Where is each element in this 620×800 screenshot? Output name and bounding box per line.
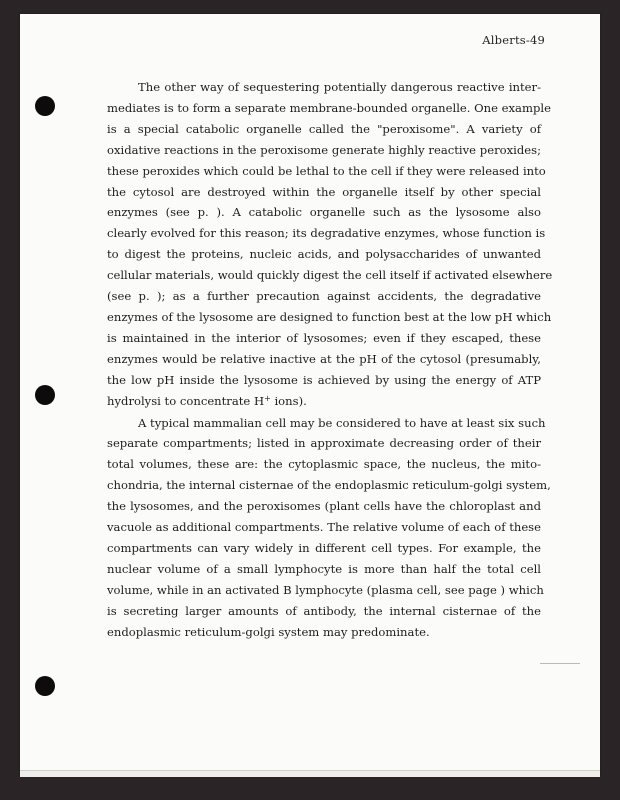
text-fragment: hydrolysi to concentrate H [107, 393, 265, 408]
text-line: the low pH inside the lysosome is achieved by using the energy of ATP [107, 372, 541, 387]
text-line-last [107, 391, 541, 412]
text-line: separate compartments; listed in approximate decreasing order of their [107, 436, 541, 451]
paper-bottom-edge [20, 770, 600, 777]
text-line: The other way of sequestering potentially dangerous reactive inter- [138, 80, 541, 94]
text-line: is a special catabolic organelle called the "peroxisome". A variety of [107, 121, 541, 136]
text-line: nuclear volume of a small lymphocyte is more than half the total cell [107, 561, 541, 576]
text-line: is secreting larger amounts of antibody, the internal cisternae of the [107, 603, 541, 618]
superscript-plus: + [264, 393, 271, 403]
margin-pencil-mark [540, 663, 580, 664]
text-line: oxidative reactions in the peroxisome generate highly reactive peroxides; [107, 142, 541, 157]
text-line: the cytosol are destroyed within the organelle itself by other special [107, 184, 541, 199]
text-fragment: ions). [270, 393, 307, 408]
text-line: these peroxides which could be lethal to the cell if they were released into [107, 163, 546, 178]
text-line: cellular materials, would quickly digest the cell itself if activated elsewhere [107, 268, 553, 283]
text-line: total volumes, these are: the cytoplasmic space, the nucleus, the mito- [107, 457, 541, 472]
text-line: volume, while in an activated B lymphocyte (plasma cell, see page ) which [107, 582, 544, 597]
paragraph-1 [107, 77, 553, 412]
punch-hole-icon [35, 96, 55, 116]
punch-hole-icon [35, 676, 55, 696]
text-line: enzymes of the lysosome are designed to function best at the low pH which [107, 309, 552, 324]
text-line: is maintained in the interior of lysosomes; even if they escaped, these [107, 330, 541, 345]
text-line: (see p. ); as a further precaution against accidents, the degradative [107, 289, 541, 304]
text-line: endoplasmic reticulum-golgi system may predominate. [107, 624, 430, 639]
text-line: vacuole as additional compartments. The relative volume of each of these [107, 520, 541, 535]
text-line: clearly evolved for this reason; its degradative enzymes, whose function is [107, 226, 546, 241]
text-line: the lysosomes, and the peroxisomes (plant cells have the chloroplast and [107, 499, 541, 514]
text-line: enzymes would be relative inactive at the pH of the cytosol (presumably, [107, 351, 541, 366]
page-identifier: Alberts-49 [482, 33, 545, 47]
paragraph-2 [107, 413, 551, 643]
text-line: mediates is to form a separate membrane-bounded organelle. One example [107, 100, 551, 115]
text-line: compartments can vary widely in different cell types. For example, the [107, 540, 541, 555]
body-text [107, 77, 553, 642]
punch-hole-icon [35, 385, 55, 405]
text-line: enzymes (see p. ). A catabolic organelle such as the lysosome also [107, 205, 541, 220]
text-line: to digest the proteins, nucleic acids, and polysaccharides of unwanted [107, 247, 541, 262]
text-line: chondria, the internal cisternae of the endoplasmic reticulum-golgi system, [107, 478, 551, 493]
text-line: A typical mammalian cell may be considered to have at least six such [138, 415, 546, 430]
